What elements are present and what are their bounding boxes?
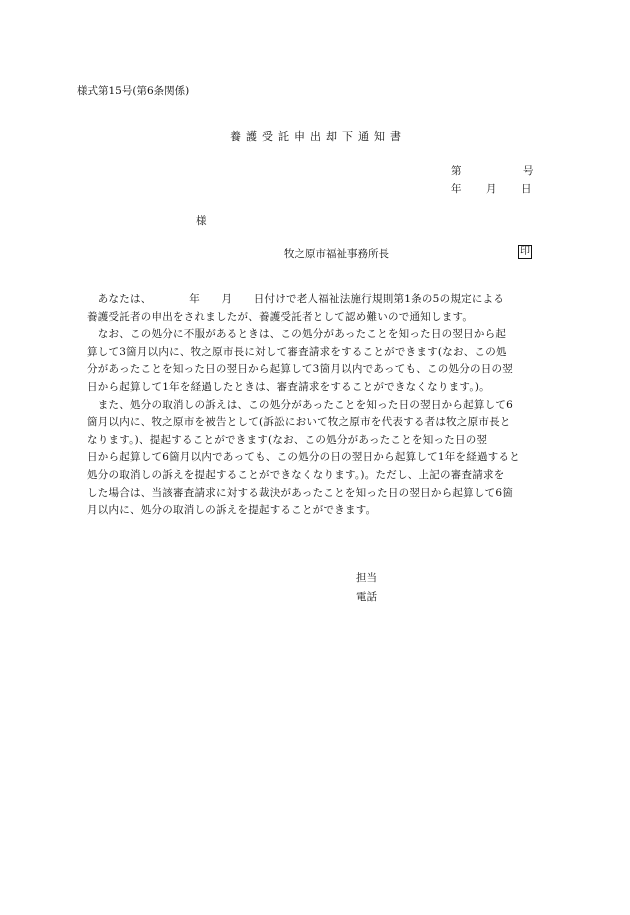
body-line: 日から起算して6箇月以内であっても、この処分の日の翌日から起算して1年を経過すると [87,451,521,464]
document-title: 養護受託申出却下通知書 [230,130,406,143]
notice-body [87,291,562,520]
body-line: 箇月以内に、牧之原市を被告として(訴訟において牧之原市を代表する者は牧之原市長と [87,416,511,429]
body-line: 日から起算して1年を経過したときは、審査請求をすることができなくなります。)。 [87,380,490,393]
body-line: 月以内に、処分の取消しの訴えを提起することができます。 [87,504,377,517]
body-line: また、処分の取消しの訴えは、この処分があったことを知った日の翌日から起算して6 [87,398,514,411]
addressee-honorific: 様 [196,215,207,227]
body-line: なお、この処分に不服があるときは、この処分があったことを知った日の翌日から起 [87,328,507,341]
form-number: 様式第15号(第6条関係) [77,85,190,97]
date-day-label: 日 [521,183,532,195]
body-line: 養護受託者の申出をされましたが、養護受託者として認め難いので通知します。 [87,310,474,323]
date-month-label: 月 [486,183,497,195]
body-line: 算して3箇月以内に、牧之原市長に対して審査請求をすることができます(なお、この処 [87,345,507,358]
body-line: 分があったことを知った日の翌日から起算して3箇月以内であっても、この処分の日の翌 [87,363,513,376]
document-number-prefix: 第 [451,165,462,177]
body-line: 処分の取消しの訴えを提起することができなくなります。)。ただし、上記の審査請求を [87,468,505,481]
seal-mark: 印 [520,246,530,257]
body-line: あなたは、 年 月 日付けで老人福祉法施行規則第1条の5の規定による [87,293,505,305]
contact-person-label: 担当 [356,572,377,584]
body-line: なります。)、提起することができます(なお、この処分があったことを知った日の翌 [87,433,488,446]
issuer-name: 牧之原市福祉事務所長 [284,248,389,260]
body-line: した場合は、当該審査請求に対する裁決があったことを知った日の翌日から起算して6箇 [87,486,514,499]
date-year-label: 年 [451,183,462,195]
contact-phone-label: 電話 [356,591,377,603]
document-number-suffix: 号 [523,165,534,177]
